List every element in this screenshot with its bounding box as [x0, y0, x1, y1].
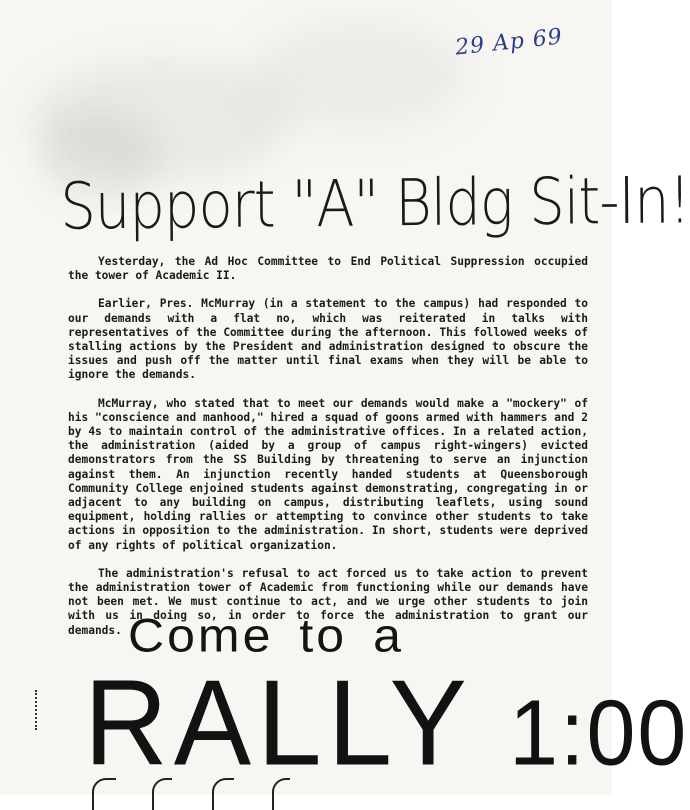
- flyer-body: [68, 255, 588, 652]
- rally-invite-word: a: [373, 608, 404, 663]
- handwritten-date: 29 Ap 69: [453, 24, 564, 61]
- rally-time: 1:00: [509, 680, 689, 785]
- margin-mark: [35, 690, 45, 730]
- ink-smudge: [250, 20, 470, 130]
- rally-word: RALLY: [84, 654, 471, 791]
- cut-off-handwriting: [92, 772, 312, 802]
- body-paragraph: Yesterday, the Ad Hoc Committee to End Political Suppression occupied the tower of Academic II.: [68, 255, 588, 283]
- body-paragraph: Earlier, Pres. McMurray (in a statement to the campus) had responded to our demands with a flat no, which was reiterated in talks with representatives of the Committee during the afternoon. This followed weeks of stalling actions by the President and administration designed to obscure the issues and push off the matter until final exams when they will be able to ignore the demands.: [68, 297, 588, 382]
- body-paragraph: McMurray, who stated that to meet our demands would make a "mockery" of his "conscience and manhood," hired a squad of goons armed with hammers and 2 by 4s to maintain control of the administrative offices. In a related action, the administration (aided by a group of campus right-wingers) evicted demonstrators from the SS Building by threatening to serve an injunction against them. An injunction recently handed students at Queensborough Community College enjoined students against demonstrating, congregating in or adjacent to any building on campus, distributing leaflets, using sound equipment, holding rallies or attempting to convince other students to take actions in opposition to the administration. In short, students were deprived of any rights of political organization.: [68, 396, 588, 552]
- rally-invite-word: Come: [128, 608, 274, 663]
- flyer-headline: Support "A" Bldg Sit-In!: [60, 163, 690, 245]
- body-paragraph: The administration's refusal to act forced us to take action to prevent the administration tower of Academic from functioning while our demands have not been met. We must continue to act, and we urge other students to join with us in doing so, in order to force the administration to grant our demands.: [68, 566, 588, 637]
- rally-invite-word: to: [299, 608, 348, 663]
- ink-smudge: [30, 60, 290, 180]
